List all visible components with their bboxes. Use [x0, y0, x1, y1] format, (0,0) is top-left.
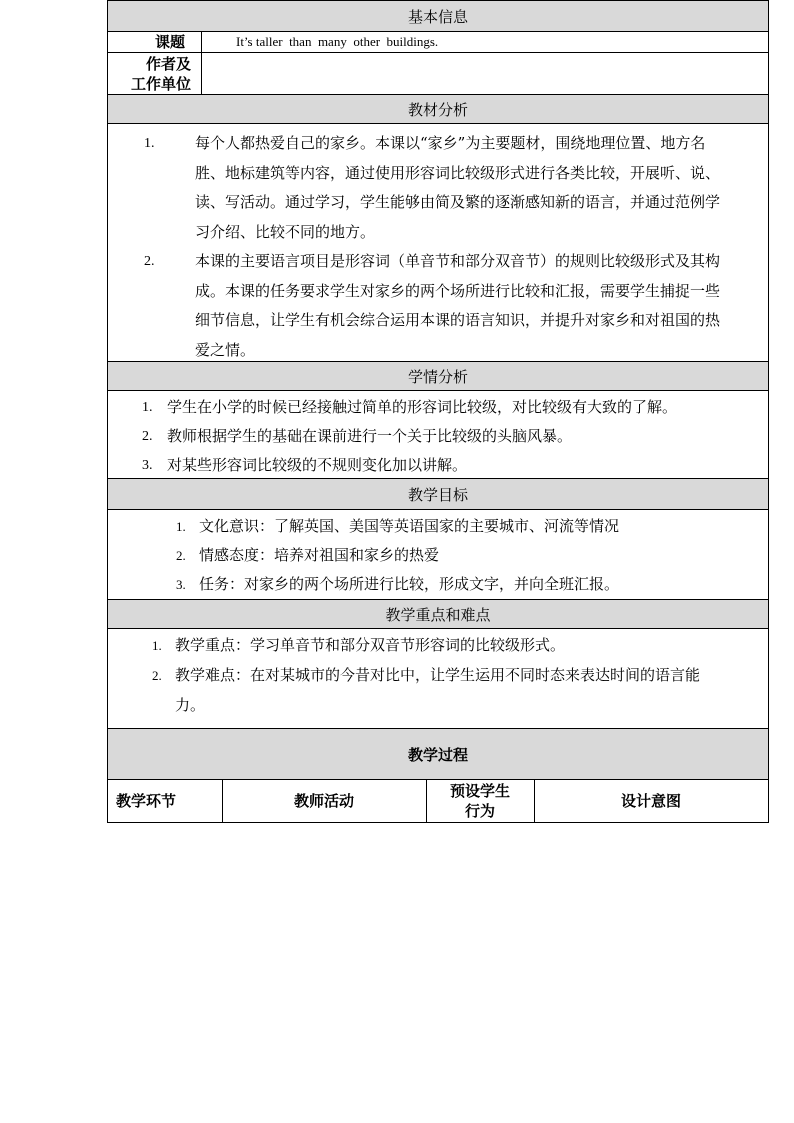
goal-item-1: 文化意识：了解英国、美国等英语国家的主要城市、河流等情况 — [199, 517, 620, 535]
student-item-3: 对某些形容词比较级的不规则变化加以讲解。 — [167, 456, 468, 474]
text-line: 成。本课的任务要求学生对家乡的两个场所进行比较和汇报，需要学生捕捉一些 — [195, 281, 721, 300]
student-item-number: 1. — [142, 400, 153, 415]
text-line: 教学重点：学习单音节和部分双音节形容词的比较级形式。 — [175, 636, 566, 654]
key-points-body — [107, 628, 769, 729]
teaching-process-heading: 教学过程 — [407, 746, 468, 764]
text-line: 胜、地标建筑等内容，通过使用形容词比较级形式进行各类比较，开展听、说、 — [195, 163, 721, 182]
process-columns-row — [107, 779, 769, 823]
key-points-header — [107, 599, 769, 629]
key-item-number: 2. — [152, 668, 162, 683]
teaching-goals-heading: 教学目标 — [407, 486, 468, 504]
column-header-line: 预设学生 — [449, 782, 510, 800]
text-line: 每个人都热爱自己的家乡。本课以“家乡”为主要题材，围绕地理位置、地方名 — [195, 134, 706, 152]
key-item-1 — [175, 631, 565, 661]
text-line: 本课的主要语言项目是形容词（单音节和部分双音节）的规则比较级形式及其构 — [195, 252, 721, 270]
column-header: 设计意图 — [620, 792, 681, 810]
teaching-goals-header — [107, 478, 769, 510]
column-header-line: 行为 — [464, 802, 495, 820]
teaching-process-header — [107, 728, 769, 780]
goal-item-3: 任务：对家乡的两个场所进行比较，形成文字，并向全班汇报。 — [199, 575, 620, 593]
topic-value: It’s taller than many other buildings. — [236, 34, 439, 49]
text-line: 细节信息，让学生有机会综合运用本课的语言知识，并提升对家乡和对祖国的热 — [195, 311, 721, 329]
key-item-number: 1. — [152, 638, 162, 653]
student-item-2: 教师根据学生的基础在课前进行一个关于比较级的头脑风暴。 — [167, 427, 573, 445]
textbook-item-number: 2. — [144, 254, 155, 269]
topic-row — [107, 31, 769, 53]
student-item-1: 学生在小学的时候已经接触过简单的形容词比较级，对比较级有大致的了解。 — [167, 398, 678, 416]
textbook-analysis-heading: 教材分析 — [407, 101, 468, 119]
student-analysis-header — [107, 361, 769, 391]
basic-info-header — [107, 0, 769, 32]
key-points-heading: 教学重点和难点 — [385, 606, 491, 624]
text-line: 教学难点：在对某城市的今昔对比中，让学生运用不同时态来表达时间的语言能 — [175, 666, 701, 684]
text-line: 习介绍、比较不同的地方。 — [195, 222, 376, 241]
goal-item-2: 情感态度：培养对祖国和家乡的热爱 — [199, 546, 440, 564]
textbook-item-number: 1. — [144, 136, 155, 151]
column-header: 教师活动 — [293, 792, 354, 810]
goal-item-number: 2. — [176, 548, 186, 563]
student-item-number: 2. — [142, 429, 153, 444]
student-item-number: 3. — [142, 458, 153, 473]
text-line: 爱之情。 — [195, 340, 256, 359]
teaching-goals-body — [107, 509, 769, 600]
textbook-analysis-body — [107, 123, 769, 362]
goal-item-number: 1. — [176, 519, 186, 534]
author-row — [107, 52, 769, 95]
student-analysis-heading: 学情分析 — [407, 368, 468, 386]
goal-item-number: 3. — [176, 577, 186, 592]
textbook-analysis-header — [107, 94, 769, 124]
basic-info-heading: 基本信息 — [407, 8, 468, 26]
column-header: 教学环节 — [116, 792, 177, 810]
textbook-item-1 — [195, 129, 720, 247]
student-analysis-body — [107, 390, 769, 479]
author-label — [108, 54, 201, 94]
author-label-line1: 作者及 — [145, 55, 191, 73]
key-item-2 — [175, 661, 700, 720]
author-label-line2: 工作单位 — [130, 75, 191, 93]
text-line: 力。 — [175, 695, 206, 714]
column-header — [426, 781, 534, 821]
text-line: 读、写活动。通过学习，学生能够由简及繁的逐渐感知新的语言，并通过范例学 — [195, 193, 721, 211]
topic-label: 课题 — [154, 33, 185, 51]
textbook-item-2 — [195, 247, 720, 365]
